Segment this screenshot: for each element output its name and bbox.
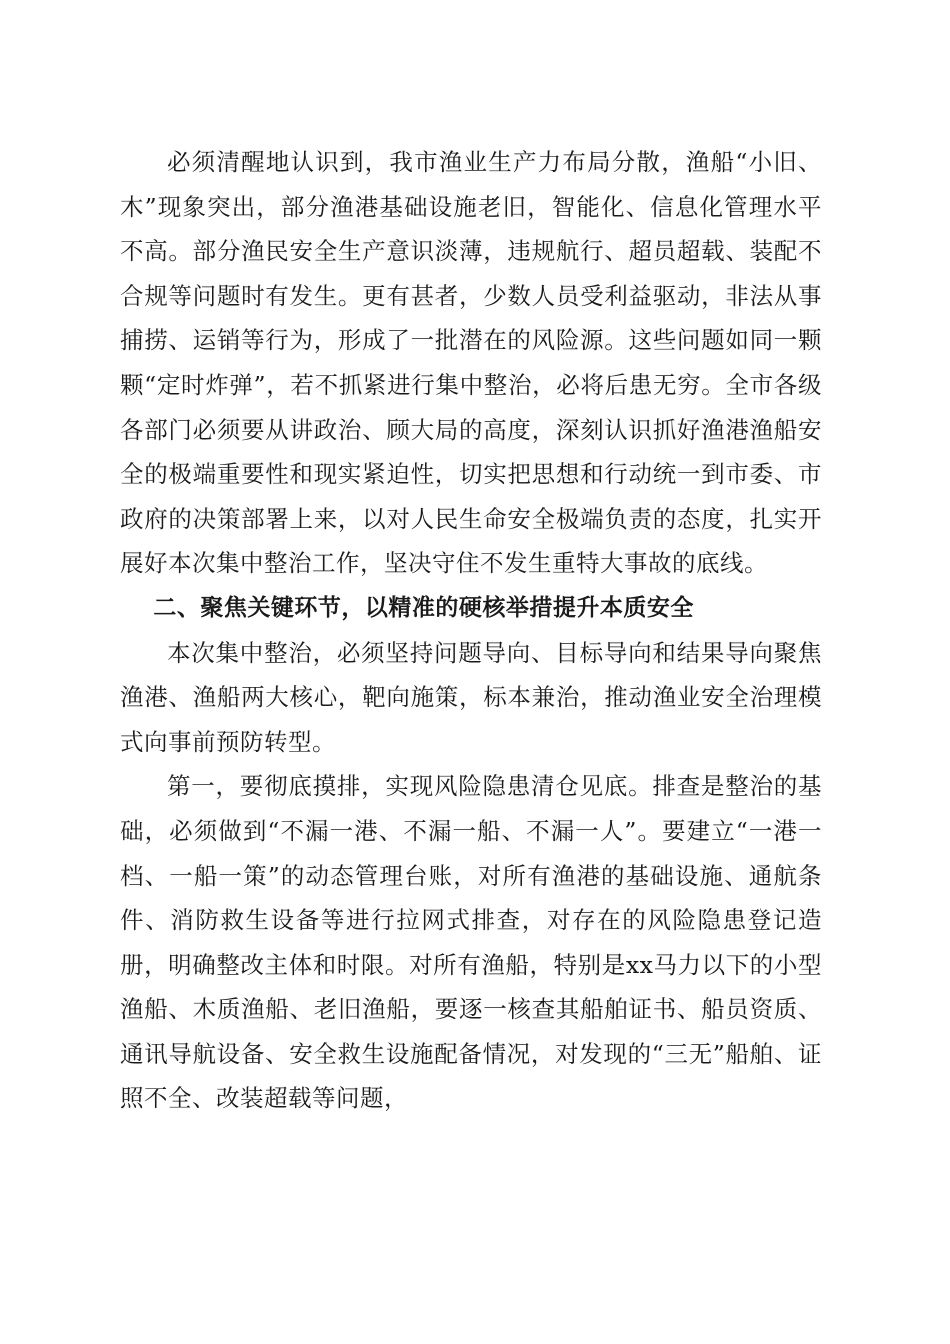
section-heading-two: 二、聚焦关键环节，以精准的硬核举措提升本质安全 [153, 594, 694, 621]
body-paragraph-risk-awareness: 必须清醒地认识到，我市渔业生产力布局分散，渔船“小旧、木”现象突出，部分渔港基础设施老旧，智能化、信息化管理水平不高。部分渔民安全生产意识淡薄，违规航行、超员超载、装配不合规等问题时有发生。更有甚者，少数人员受利益驱动，非法从事捕捞、运销等行为，形成了一批潜在的风险源。这些问题如同一颗颗“定时炸弹”，若不抓紧进行集中整治，必将后患无穷。全市各级各部门必须要从讲政治、顾大局的高度，深刻认识抓好渔港渔船安全的极端重要性和现实紧迫性，切实把思想和行动统一到市委、市政府的决策部署上来，以对人民生命安全极端负责的态度，扎实开展好本次集中整治工作，坚决守住不发生重特大事故的底线。 [120, 148, 822, 578]
body-paragraph-rectification-intro: 本次集中整治，必须坚持问题导向、目标导向和结果导向聚焦渔港、渔船两大核心，靶向施策，标本兼治，推动渔业安全治理模式向事前预防转型。 [120, 638, 822, 756]
body-paragraph-first-measure: 第一，要彻底摸排，实现风险隐患清仓见底。排查是整治的基础，必须做到“不漏一港、不漏一船、不漏一人”。要建立“一港一档、一船一策”的动态管理台账，对所有渔港的基础设施、通航条件、消防救生设备等进行拉网式排查，对存在的风险隐患登记造册，明确整改主体和时限。对所有渔船，特别是xx马力以下的小型渔船、木质渔船、老旧渔船，要逐一核查其船舶证书、船员资质、通讯导航设备、安全救生设施配备情况，对发现的“三无”船舶、证照不全、改装超载等问题， [120, 772, 822, 1113]
